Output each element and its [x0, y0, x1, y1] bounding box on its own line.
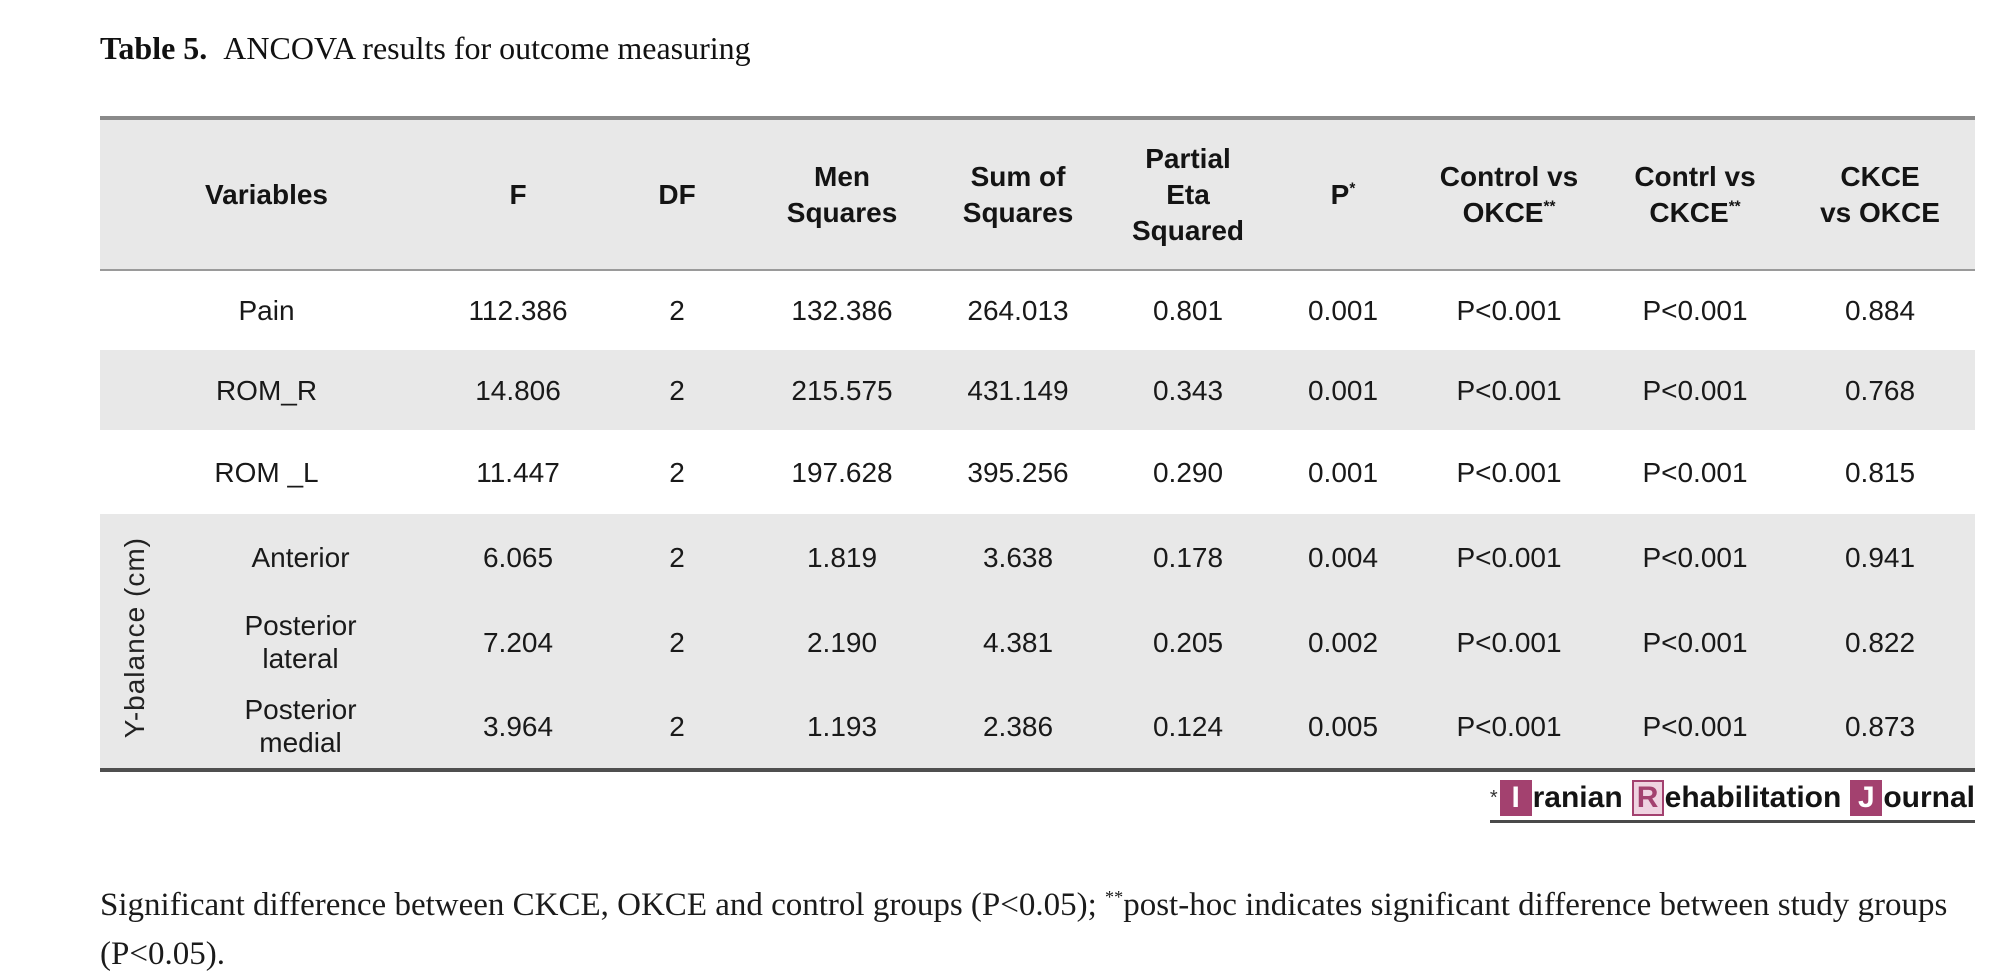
value-cell: 0.005	[1273, 684, 1413, 770]
value-cell: 2.190	[751, 600, 933, 684]
value-cell: 0.768	[1785, 350, 1975, 430]
value-cell: 2	[603, 270, 751, 350]
variable-cell: Pain	[100, 270, 433, 350]
logo-letter-box: R	[1632, 780, 1664, 816]
table-row	[100, 600, 1975, 684]
value-cell: 0.884	[1785, 270, 1975, 350]
logo-word: ehabilitation	[1664, 781, 1842, 814]
variable-cell: Anterior	[168, 514, 433, 600]
value-cell: 0.290	[1103, 430, 1273, 514]
column-header: Men Squares	[751, 118, 933, 270]
value-cell: 0.822	[1785, 600, 1975, 684]
journal-logo	[1490, 780, 1975, 823]
ancova-results-table	[100, 116, 1975, 772]
logo-segments	[1500, 780, 1975, 816]
value-cell: 264.013	[933, 270, 1103, 350]
logo-letter-box: J	[1850, 780, 1882, 816]
value-cell: 0.004	[1273, 514, 1413, 600]
value-cell: 112.386	[433, 270, 603, 350]
value-cell: 4.381	[933, 600, 1103, 684]
column-header: Sum of Squares	[933, 118, 1103, 270]
value-cell: P<0.001	[1413, 600, 1605, 684]
footnote-sup-marker: **	[1105, 887, 1124, 907]
column-header: Contrl vs CKCE**	[1605, 118, 1785, 270]
value-cell: 197.628	[751, 430, 933, 514]
value-cell: 0.178	[1103, 514, 1273, 600]
value-cell: P<0.001	[1605, 684, 1785, 770]
value-cell: 215.575	[751, 350, 933, 430]
value-cell: 2	[603, 684, 751, 770]
value-cell: P<0.001	[1413, 514, 1605, 600]
variable-cell: Posterior medial	[168, 684, 433, 770]
footnote-part1: Significant difference between CKCE, OKCE and control groups (P<0.05);	[100, 887, 1106, 923]
value-cell: 2.386	[933, 684, 1103, 770]
value-cell: P<0.001	[1413, 684, 1605, 770]
value-cell: 2	[603, 430, 751, 514]
column-header: P*	[1273, 118, 1413, 270]
value-cell: P<0.001	[1605, 514, 1785, 600]
value-cell: 395.256	[933, 430, 1103, 514]
value-cell: 6.065	[433, 514, 603, 600]
value-cell: 0.801	[1103, 270, 1273, 350]
value-cell: 0.124	[1103, 684, 1273, 770]
table-row	[100, 514, 1975, 600]
variable-cell: ROM _L	[100, 430, 433, 514]
value-cell: 0.873	[1785, 684, 1975, 770]
value-cell: 0.941	[1785, 514, 1975, 600]
table-body	[100, 270, 1975, 770]
value-cell: 11.447	[433, 430, 603, 514]
value-cell: P<0.001	[1605, 270, 1785, 350]
value-cell: 1.193	[751, 684, 933, 770]
table-row	[100, 350, 1975, 430]
table-row	[100, 270, 1975, 350]
value-cell: 0.001	[1273, 270, 1413, 350]
value-cell: 2	[603, 600, 751, 684]
logo-letter-box: I	[1500, 780, 1532, 816]
value-cell: P<0.001	[1605, 600, 1785, 684]
value-cell: 132.386	[751, 270, 933, 350]
variable-cell: Posterior lateral	[168, 600, 433, 684]
table-caption-number: Table 5.	[100, 30, 208, 66]
value-cell: 0.002	[1273, 600, 1413, 684]
logo-word: ranian	[1532, 781, 1623, 814]
table-caption-text: ANCOVA results for outcome measuring	[223, 30, 751, 66]
value-cell: 0.205	[1103, 600, 1273, 684]
value-cell: 0.001	[1273, 430, 1413, 514]
column-header: Control vs OKCE**	[1413, 118, 1605, 270]
value-cell: P<0.001	[1413, 270, 1605, 350]
table-row	[100, 430, 1975, 514]
value-cell: 7.204	[433, 600, 603, 684]
column-header: DF	[603, 118, 751, 270]
ancova-table-container	[100, 116, 1975, 772]
value-cell: 1.819	[751, 514, 933, 600]
logo-asterisk: *	[1489, 786, 1498, 809]
value-cell: P<0.001	[1413, 430, 1605, 514]
value-cell: P<0.001	[1605, 350, 1785, 430]
column-header: Variables	[100, 118, 433, 270]
footnote-part2: post-hoc indicates significant difference between study groups (P<0.05).	[100, 887, 1948, 972]
table-footnote	[100, 881, 1990, 979]
column-header: Partial Eta Squared	[1103, 118, 1273, 270]
table-caption	[100, 30, 751, 67]
value-cell: 3.964	[433, 684, 603, 770]
column-header: F	[433, 118, 603, 270]
value-cell: 431.149	[933, 350, 1103, 430]
value-cell: P<0.001	[1605, 430, 1785, 514]
value-cell: 2	[603, 350, 751, 430]
table-row	[100, 684, 1975, 770]
logo-word: ournal	[1883, 781, 1975, 814]
column-header: CKCE vs OKCE	[1785, 118, 1975, 270]
value-cell: 0.815	[1785, 430, 1975, 514]
value-cell: 3.638	[933, 514, 1103, 600]
value-cell: 2	[603, 514, 751, 600]
value-cell: P<0.001	[1413, 350, 1605, 430]
table-header-row	[100, 118, 1975, 270]
value-cell: 0.343	[1103, 350, 1273, 430]
variable-cell: ROM_R	[100, 350, 433, 430]
value-cell: 0.001	[1273, 350, 1413, 430]
row-group-label: Y-balance (cm)	[100, 514, 168, 770]
value-cell: 14.806	[433, 350, 603, 430]
